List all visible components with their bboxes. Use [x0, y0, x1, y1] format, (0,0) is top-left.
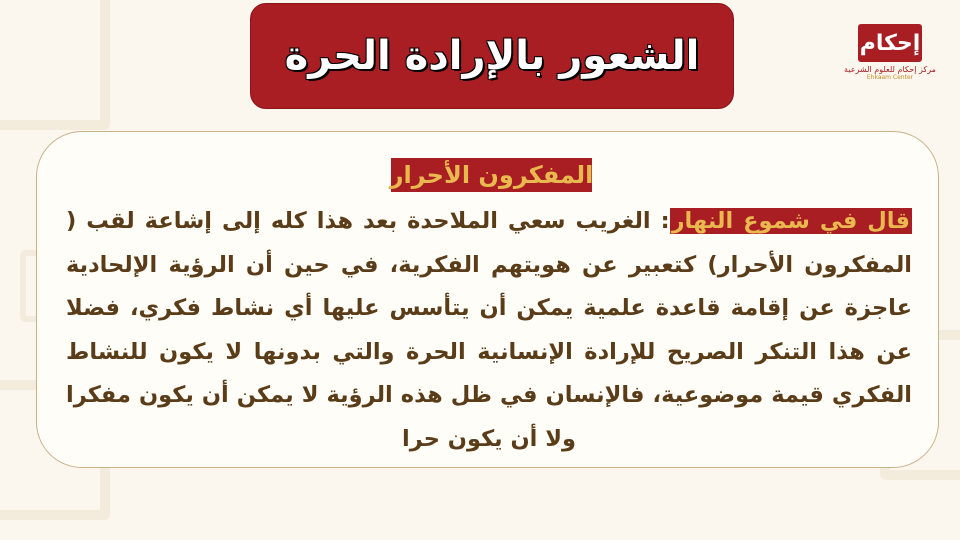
section-heading: المفكرون الأحرار: [391, 158, 592, 192]
logo-mark: إحكام: [858, 24, 922, 62]
logo-subtitle: مركز إحكام للعلوم الشرعية: [844, 65, 936, 74]
quote-paragraph: [66, 200, 912, 461]
background-ornament: [0, 0, 110, 130]
logo: [844, 24, 936, 94]
slide-title: الشعور بالإرادة الحرة: [284, 33, 700, 79]
quote-source: قال في شموع النهار: [671, 208, 910, 234]
logo-subtitle-latin: Ehkaam Center: [866, 74, 914, 81]
quote-colon: :: [660, 208, 670, 234]
quote-text: الغريب سعي الملاحدة بعد هذا كله إلى إشاعة لقب ( المفكرون الأحرار) كتعبير عن هويتهم الفكرية، في حين أن الرؤية الإلحادية عاجزة عن إقامة قاعدة علمية يمكن أن يتأسس عليها أي نشاط فكري، فضلا عن هذا التنكر الصريح للإرادة الإنسانية الحرة والتي بدونها لا يكون للنشاط الفكري قيمة موضوعية، فالإنسان في ظل هذه الرؤية لا يمكن أن يكون مفكرا ولا أن يكون حرا: [66, 208, 912, 452]
title-banner: [250, 3, 734, 109]
